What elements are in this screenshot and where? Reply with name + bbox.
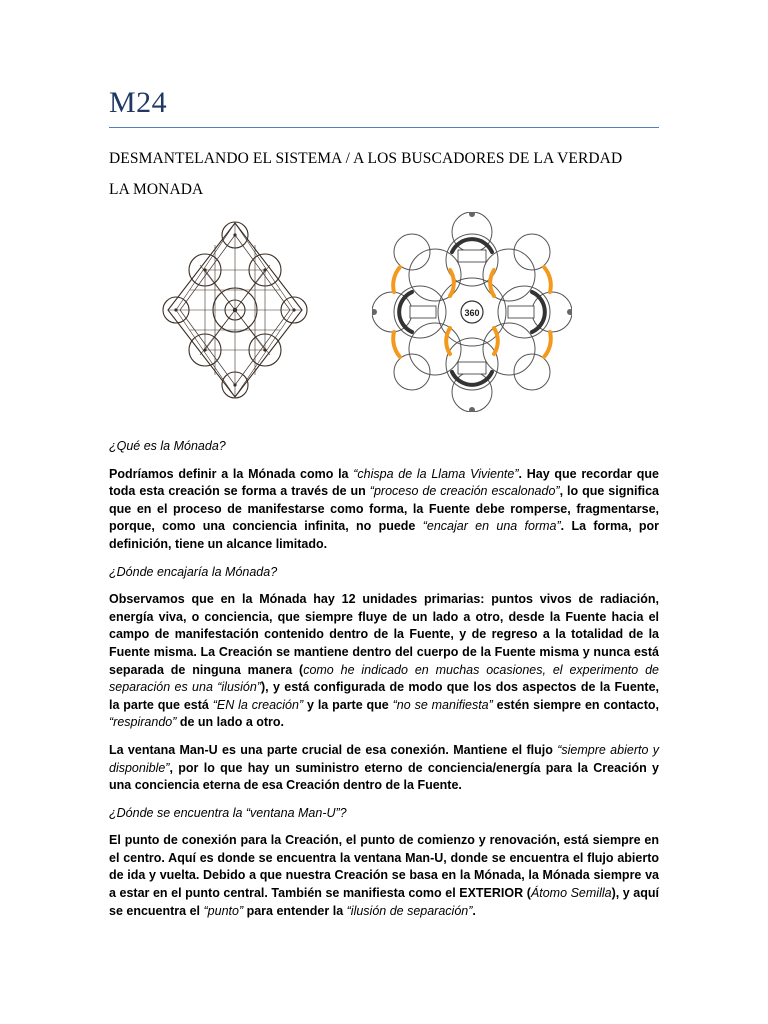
- center-360-label: 360: [464, 308, 480, 318]
- text-run: El punto de conexión para la Creación, el punto de comienzo y renovación, está siempre en el centro. Aquí es donde se encuentra la ventana Man-U, donde se encuentra el flujo abierto de ida y vuelta. Debido a que nuestra Creación se basa en la Mónada, la Mónada siempre va a estar en el punto central. También se manifiesta como el EXTERIOR (: [109, 833, 659, 901]
- text-run: de un lado a otro.: [176, 715, 285, 730]
- paragraph: [109, 742, 659, 795]
- monad-diamond-diagram: [160, 215, 310, 405]
- man-u-flow-diagram: [372, 212, 572, 412]
- paragraph: [109, 591, 659, 732]
- text-run: , por lo que hay un suministro eterno de conciencia/energía para la Creación y una conciencia eterna de esa Creación dentro de la Fuente.: [109, 760, 659, 793]
- text-run: Observamos que en la Mónada hay 12 unidades primarias: puntos vivos de radiación, energía viva, o conciencia, que siempre fluye de un lado a otro, desde la Fuente hacia el campo de manifestación contenido dentro de la Fuente, y de regreso a la totalidad de la Fuente misma. La Creación se mantiene dentro del cuerpo de la Fuente misma y nunca está separada de ninguna manera (: [109, 592, 659, 677]
- text-run: , lo que significa que en el proceso de manifestarse como forma, la Fuente debe romperse, fragmentarse, porque, como una conciencia infinita, no puede: [109, 484, 660, 534]
- emphasis: “chispa de la Llama Viviente”: [353, 466, 519, 481]
- title-divider: [109, 127, 659, 128]
- text-run: y la parte que: [303, 697, 393, 712]
- text-run: ), y aquí se encuentra el: [109, 886, 660, 918]
- emphasis: “siempre abierto y disponible”: [109, 742, 659, 775]
- document-body: [109, 438, 659, 930]
- text-run: La ventana Man-U es una parte crucial de esa conexión. Mantiene el flujo: [109, 742, 558, 757]
- text-run: estén siempre en contacto,: [492, 697, 659, 712]
- document-title: M24: [109, 86, 168, 119]
- section-subheading: LA MONADA: [109, 181, 204, 198]
- emphasis: “punto”: [203, 903, 244, 918]
- text-run: Podríamos definir a la Mónada como la: [109, 466, 354, 481]
- text-run: . La forma, por definición, tiene un alcance limitado.: [109, 519, 659, 551]
- emphasis: “proceso de creación escalonado”: [369, 484, 560, 499]
- emphasis: Átomo Semilla: [530, 886, 612, 901]
- section-heading: DESMANTELANDO EL SISTEMA / A LOS BUSCADORES DE LA VERDAD: [109, 150, 623, 167]
- text-run: para entender la: [243, 903, 347, 918]
- emphasis: “encajar en una forma”: [422, 519, 561, 534]
- question-heading: ¿Dónde se encuentra la “ventana Man-U”?: [109, 805, 347, 820]
- paragraph: [109, 466, 659, 554]
- emphasis: “EN la creación”: [212, 697, 304, 712]
- text-run: ), y está configurada de modo que los dos aspectos de la Fuente, la parte que está: [109, 680, 659, 712]
- emphasis: “no se manifiesta”: [392, 697, 493, 712]
- emphasis: “respirando”: [109, 715, 177, 730]
- question-heading: ¿Qué es la Mónada?: [109, 439, 226, 453]
- text-run: . Hay que recordar que toda esta creación se forma a través de un: [109, 466, 659, 499]
- paragraph: [109, 832, 659, 920]
- emphasis: “ilusión de separación”: [346, 903, 473, 918]
- text-run: .: [472, 903, 476, 918]
- question-heading: ¿Dónde encajaría la Mónada?: [109, 564, 278, 579]
- emphasis: como he indicado en muchas ocasiones, el experimento de separación es una “ilusión”: [109, 662, 660, 695]
